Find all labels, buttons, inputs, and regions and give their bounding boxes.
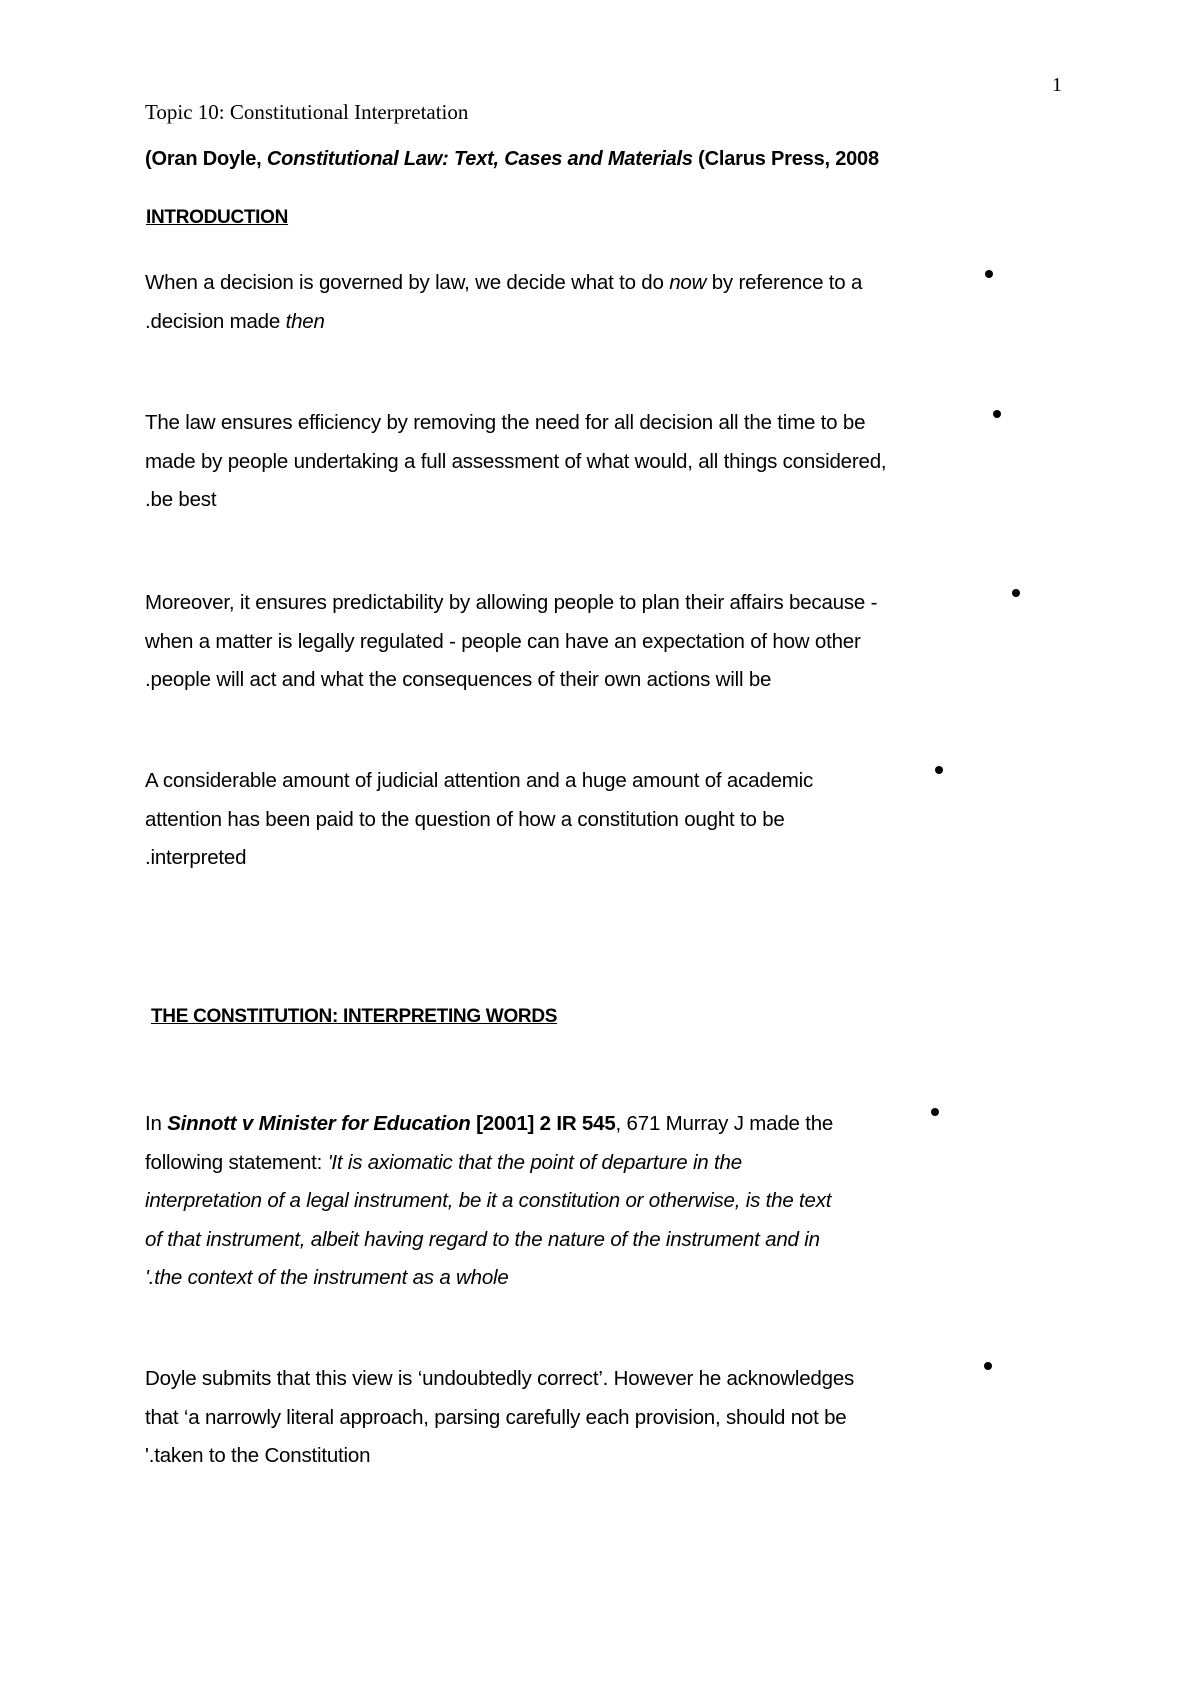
paragraph-line: When a decision is governed by law, we decide what to do now by reference to a: [145, 271, 863, 294]
reference-publisher: (Clarus Press, 2008: [692, 148, 879, 170]
paragraph-line: '.taken to the Constitution: [145, 1444, 371, 1467]
paragraph-line: Doyle submits that this view is ‘undoubtedly correct’. However he acknowledges: [145, 1367, 855, 1390]
paragraph-line: that ‘a narrowly literal approach, parsing carefully each provision, should not be: [145, 1405, 847, 1429]
paragraph-line: The law ensures efficiency by removing the need for all decision all the time to be: [145, 411, 866, 434]
paragraph-line: '.the context of the instrument as a whole: [145, 1266, 509, 1289]
bullet-icon: [984, 1362, 992, 1370]
bullet-icon: [985, 270, 993, 278]
intro-paragraph-1: [145, 264, 975, 341]
paragraph-line: Moreover, it ensures predictability by allowing people to plan their affairs because -: [145, 591, 878, 614]
bullet-icon: [993, 410, 1001, 418]
paragraph-line: made by people undertaking a full assessment of what would, all things considered,: [145, 449, 887, 473]
case-citation: [2001] 2 IR 545: [470, 1112, 616, 1135]
paragraph-line: .interpreted: [145, 846, 247, 869]
constitution-paragraph-2: [145, 1360, 975, 1476]
bullet-icon: [1012, 589, 1020, 597]
constitution-paragraph-1: [145, 1105, 975, 1298]
paragraph-line: In Sinnott v Minister for Education [2001] 2 IR 545, 671 Murray J made the: [145, 1112, 834, 1135]
page-title: Topic 10: Constitutional Interpretation: [145, 100, 469, 124]
paragraph-line: attention has been paid to the question of how a constitution ought to be: [145, 807, 785, 831]
section-heading-constitution: THE CONSTITUTION: INTERPRETING WORDS: [151, 1006, 558, 1027]
reference-open: (Oran Doyle,: [145, 148, 267, 170]
intro-paragraph-2: [145, 404, 975, 520]
reference-book-title: Constitutional Law: Text, Cases and Materials: [266, 148, 693, 170]
intro-paragraph-3: [145, 584, 975, 700]
paragraph-line: following statement: 'It is axiomatic that the point of departure in the: [145, 1150, 742, 1174]
paragraph-line: interpretation of a legal instrument, be it a constitution or otherwise, is the text: [145, 1189, 832, 1212]
case-name: Sinnott v Minister for Education: [167, 1112, 471, 1135]
paragraph-line: when a matter is legally regulated - people can have an expectation of how other: [145, 629, 861, 653]
section-heading-introduction: INTRODUCTION: [146, 207, 289, 228]
paragraph-line: .decision made then: [145, 309, 325, 333]
book-reference: [145, 148, 879, 171]
paragraph-line: A considerable amount of judicial attention and a huge amount of academic: [145, 769, 814, 792]
bullet-icon: [931, 1108, 939, 1116]
paragraph-line: .be best: [145, 488, 217, 511]
bullet-icon: [935, 766, 943, 774]
paragraph-line: of that instrument, albeit having regard to the nature of the instrument and in: [145, 1227, 820, 1251]
page-number: 1: [1052, 74, 1062, 96]
paragraph-line: .people will act and what the consequences of their own actions will be: [145, 668, 772, 691]
intro-paragraph-4: [145, 762, 975, 878]
